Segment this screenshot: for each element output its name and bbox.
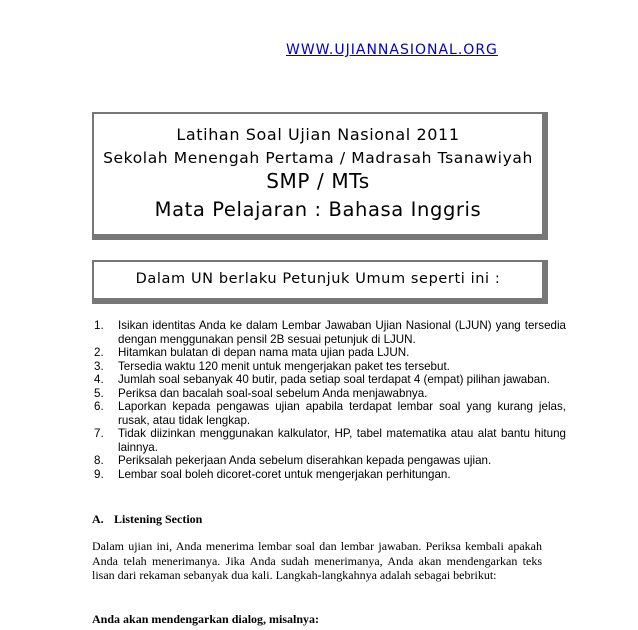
instructions-heading-box (92, 260, 548, 304)
exam-title: Latihan Soal Ujian Nasional 2011 (176, 125, 460, 144)
instructions-list (94, 319, 566, 481)
list-item (94, 373, 566, 387)
list-item-text: Lembar soal boleh dicoret-coret untuk mengerjakan perhitungan. (118, 467, 451, 481)
list-item-text: Tidak diizinkan menggunakan kalkulator, HP, tabel matematika atau alat bantu hitung lainnya. (118, 427, 566, 454)
list-item (94, 319, 566, 346)
list-item (94, 454, 566, 468)
site-url-link[interactable]: WWW.UJIANNASIONAL.ORG (286, 42, 498, 58)
list-item (94, 400, 566, 427)
list-item-number: 1. (94, 319, 104, 332)
list-item-number: 6. (94, 400, 104, 413)
list-item-text: Isikan identitas Anda ke dalam Lembar Jawaban Ujian Nasional (LJUN) yang tersedia dengan menggunakan pensil 2B sesuai petunjuk di LJUN. (118, 319, 566, 346)
list-item (94, 427, 566, 454)
list-item-number: 4. (94, 373, 104, 386)
list-item (94, 346, 566, 360)
list-item-number: 2. (94, 346, 104, 359)
section-subheading: Anda akan mendengarkan dialog, misalnya: (92, 612, 320, 626)
list-item-text: Hitamkan bulatan di depan nama mata ujian pada LJUN. (118, 346, 410, 359)
section-title: Listening Section (114, 512, 203, 526)
section-letter: A. (92, 512, 104, 526)
subject-title: Mata Pelajaran : Bahasa Inggris (154, 198, 482, 221)
section-paragraph: Dalam ujian ini, Anda menerima lembar soal dan lembar jawaban. Periksa kembali apakah Anda telah menerimanya. Jika Anda sudah menerimanya, Anda akan mendengarkan teks lisan dari rekaman sebanyak dua kali. Langkah-langkahnya adalah sebagai bebrikut: (92, 539, 542, 582)
list-item-text: Periksalah pekerjaan Anda sebelum diserahkan kepada pengawas ujian. (118, 454, 492, 467)
list-item-number: 7. (94, 427, 104, 440)
instructions-heading: Dalam UN berlaku Petunjuk Umum seperti ini : (135, 271, 501, 287)
school-abbrev: SMP / MTs (266, 169, 370, 193)
list-item (94, 386, 566, 401)
list-item-text: Jumlah soal sebanyak 40 butir, pada setiap soal terdapat 4 (empat) pilihan jawaban. (118, 373, 550, 386)
list-item (94, 467, 566, 482)
list-item-number: 9. (94, 467, 104, 481)
section-heading (92, 512, 202, 527)
list-item (94, 359, 566, 374)
list-item-number: 8. (94, 454, 104, 467)
list-item-text: Tersedia waktu 120 menit untuk mengerjakan paket tes tersebut. (118, 359, 450, 373)
list-item-text: Laporkan kepada pengawas ujian apabila terdapat lembar soal yang kurang jelas, rusak, atau tidak lengkap. (118, 400, 566, 427)
list-item-text: Periksa dan bacalah soal-soal sebelum Anda menjawabnya. (118, 386, 428, 400)
title-box (92, 112, 548, 240)
list-item-number: 3. (94, 359, 104, 373)
school-level: Sekolah Menengah Pertama / Madrasah Tsanawiyah (103, 149, 533, 167)
list-item-number: 5. (94, 386, 104, 400)
